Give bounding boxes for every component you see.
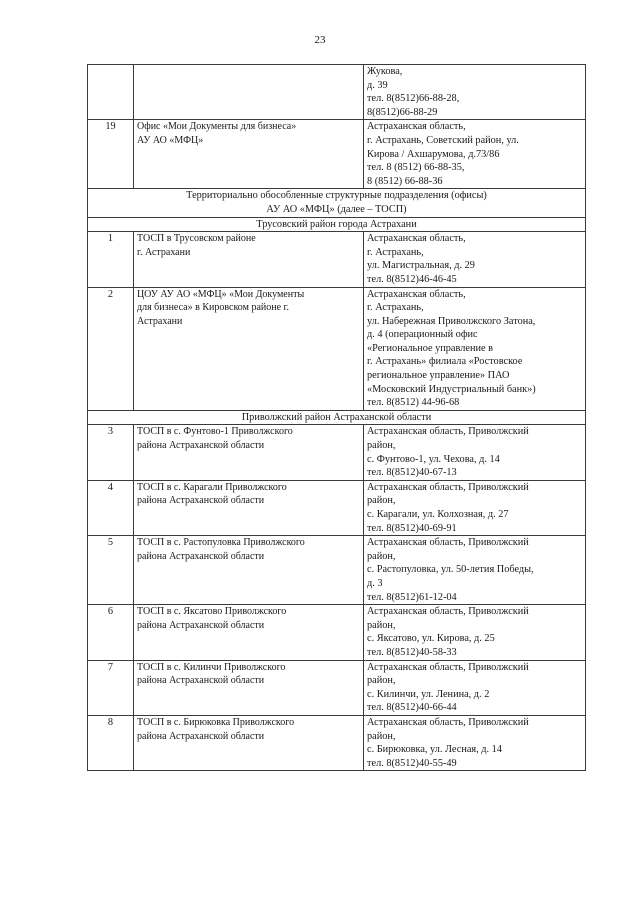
office-name-line: АУ АО «МФЦ» <box>137 134 204 146</box>
office-name <box>134 65 364 120</box>
office-name <box>134 120 364 189</box>
office-name-line: ТОСП в с. Фунтово-1 Приволжского <box>137 426 293 438</box>
office-name-line: ЦОУ АУ АО «МФЦ» «Мои Документы <box>137 288 305 300</box>
office-address-line: Астраханская область, Приволжский <box>367 606 529 618</box>
office-address <box>364 605 586 660</box>
office-name <box>134 232 364 287</box>
office-address-line: с. Карагали, ул. Колхозная, д. 27 <box>367 509 509 520</box>
office-address-line: Астраханская область, <box>367 233 466 245</box>
office-row <box>88 232 586 287</box>
office-address-line: тел. 8(8512) 44-96-68 <box>367 397 460 409</box>
office-address-line: тел. 8(8512)46-46-45 <box>367 273 457 285</box>
office-address-line: 8 (8512) 66-88-36 <box>367 175 443 187</box>
office-name <box>134 480 364 535</box>
office-row <box>88 715 586 770</box>
office-address-line: тел. 8(8512)40-58-33 <box>367 646 457 658</box>
office-row <box>88 425 586 480</box>
office-address-line: с. Фунтово-1, ул. Чехова, д. 14 <box>367 453 500 465</box>
office-name-line: ТОСП в Трусовском районе <box>137 233 256 245</box>
office-row <box>88 605 586 660</box>
office-address-line: Астраханская область, Приволжский <box>367 481 529 493</box>
office-address <box>364 65 586 120</box>
office-address-line: тел. 8(8512)40-66-44 <box>367 702 457 714</box>
office-row <box>88 480 586 535</box>
office-address-line: «Региональное управление в <box>367 342 493 354</box>
office-address-line: тел. 8(8512)40-69-91 <box>367 522 457 534</box>
office-name-line: района Астраханской области <box>137 495 265 507</box>
row-number: 6 <box>88 605 134 660</box>
section-header-row <box>88 189 586 217</box>
office-address-line: тел. 8(8512)66-88-28, <box>367 93 460 105</box>
office-address-line: региональное управление» ПАО <box>367 370 510 382</box>
office-name <box>134 287 364 410</box>
section-header <box>88 217 586 232</box>
office-name-line: района Астраханской области <box>137 730 265 742</box>
office-name <box>134 536 364 605</box>
office-row <box>88 536 586 605</box>
office-address <box>364 425 586 480</box>
office-address-line: г. Астрахань, <box>367 246 424 258</box>
office-address-line: 8(8512)66-88-29 <box>367 106 438 118</box>
office-address <box>364 287 586 410</box>
row-number: 7 <box>88 660 134 715</box>
section-header-line: Территориально обособленные структурные подразделения (офисы) <box>186 190 487 202</box>
office-name-line: ТОСП в с. Карагали Приволжского <box>137 481 287 493</box>
office-address-line: Астраханская область, Приволжский <box>367 537 529 549</box>
office-address-line: с. Яксатово, ул. Кирова, д. 25 <box>367 633 495 645</box>
office-name <box>134 660 364 715</box>
office-row <box>88 120 586 189</box>
office-address <box>364 536 586 605</box>
office-row <box>88 287 586 410</box>
office-name-line: г. Астрахани <box>137 246 191 258</box>
row-number: 19 <box>88 120 134 189</box>
office-address-line: ул. Набережная Приволжского Затона, <box>367 315 536 327</box>
office-name <box>134 605 364 660</box>
office-address <box>364 660 586 715</box>
office-name-line: Офис «Мои Документы для бизнеса» <box>137 121 297 133</box>
row-number <box>88 65 134 120</box>
offices-table-body <box>88 65 586 771</box>
office-address-line: тел. 8 (8512) 66-88-35, <box>367 162 465 174</box>
row-number: 5 <box>88 536 134 605</box>
row-number: 2 <box>88 287 134 410</box>
office-name <box>134 715 364 770</box>
office-address-line: Астраханская область, <box>367 121 466 133</box>
office-name-line: района Астраханской области <box>137 550 265 562</box>
office-name-line: Астрахани <box>137 315 183 327</box>
office-address-line: район, <box>367 495 396 507</box>
office-address-line: тел. 8(8512)40-67-13 <box>367 467 457 479</box>
office-name-line: ТОСП в с. Растопуловка Приволжского <box>137 537 305 549</box>
office-address-line: ул. Магистральная, д. 29 <box>367 260 475 272</box>
office-address-line: район, <box>367 619 396 631</box>
section-header <box>88 410 586 425</box>
office-address-line: Жукова, <box>367 66 403 77</box>
office-address-line: район, <box>367 440 396 452</box>
office-address-line: с. Килинчи, ул. Ленина, д. 2 <box>367 688 490 700</box>
section-header-line: Приволжский район Астраханской области <box>241 411 432 423</box>
office-address-line: район, <box>367 550 396 562</box>
office-name <box>134 425 364 480</box>
section-header-row <box>88 410 586 425</box>
office-name-line: района Астраханской области <box>137 619 265 631</box>
office-name-line: ТОСП в с. Бирюковка Приволжского <box>137 716 295 728</box>
office-address <box>364 232 586 287</box>
office-row <box>88 660 586 715</box>
row-number: 8 <box>88 715 134 770</box>
section-header-row <box>88 217 586 232</box>
office-address-line: Астраханская область, <box>367 288 466 300</box>
office-address-line: с. Бирюковка, ул. Лесная, д. 14 <box>367 744 502 756</box>
office-address-line: д. 39 <box>367 79 388 91</box>
office-address-line: «Московский Индустриальный банк») <box>367 383 536 395</box>
office-address-line: с. Растопуловка, ул. 50-летия Победы, <box>367 564 534 576</box>
office-address <box>364 480 586 535</box>
office-address-line: д. 3 <box>367 577 383 589</box>
office-address-line: д. 4 (операционный офис <box>367 329 478 341</box>
office-address-line: г. Астрахань, Советский район, ул. <box>367 134 519 146</box>
section-header-line: АУ АО «МФЦ» (далее – ТОСП) <box>266 203 407 215</box>
office-name-line: района Астраханской области <box>137 440 265 452</box>
office-address-line: Астраханская область, Приволжский <box>367 661 529 673</box>
office-name-line: для бизнеса» в Кировском районе г. <box>137 302 289 314</box>
section-header <box>88 189 586 217</box>
offices-table <box>87 64 586 771</box>
row-number: 1 <box>88 232 134 287</box>
row-number: 4 <box>88 480 134 535</box>
office-address <box>364 120 586 189</box>
office-address-line: Астраханская область, Приволжский <box>367 716 529 728</box>
page-number: 23 <box>314 34 326 46</box>
office-name-line: района Астраханской области <box>137 675 265 687</box>
office-address-line: Кирова / Ахшарумова, д.73/86 <box>367 148 500 160</box>
office-address-line: район, <box>367 730 396 742</box>
office-address-line: тел. 8(8512)61-12-04 <box>367 591 457 603</box>
office-address-line: Астраханская область, Приволжский <box>367 426 529 438</box>
row-number: 3 <box>88 425 134 480</box>
section-header-line: Трусовский район города Астрахани <box>256 218 417 230</box>
office-address-line: г. Астрахань, <box>367 302 424 314</box>
office-name-line: ТОСП в с. Яксатово Приволжского <box>137 606 287 618</box>
office-name-line: ТОСП в с. Килинчи Приволжского <box>137 661 286 673</box>
office-row <box>88 65 586 120</box>
office-address-line: г. Астрахань» филиала «Ростовское <box>367 356 523 368</box>
office-address <box>364 715 586 770</box>
office-address-line: тел. 8(8512)40-55-49 <box>367 757 457 769</box>
office-address-line: район, <box>367 675 396 687</box>
